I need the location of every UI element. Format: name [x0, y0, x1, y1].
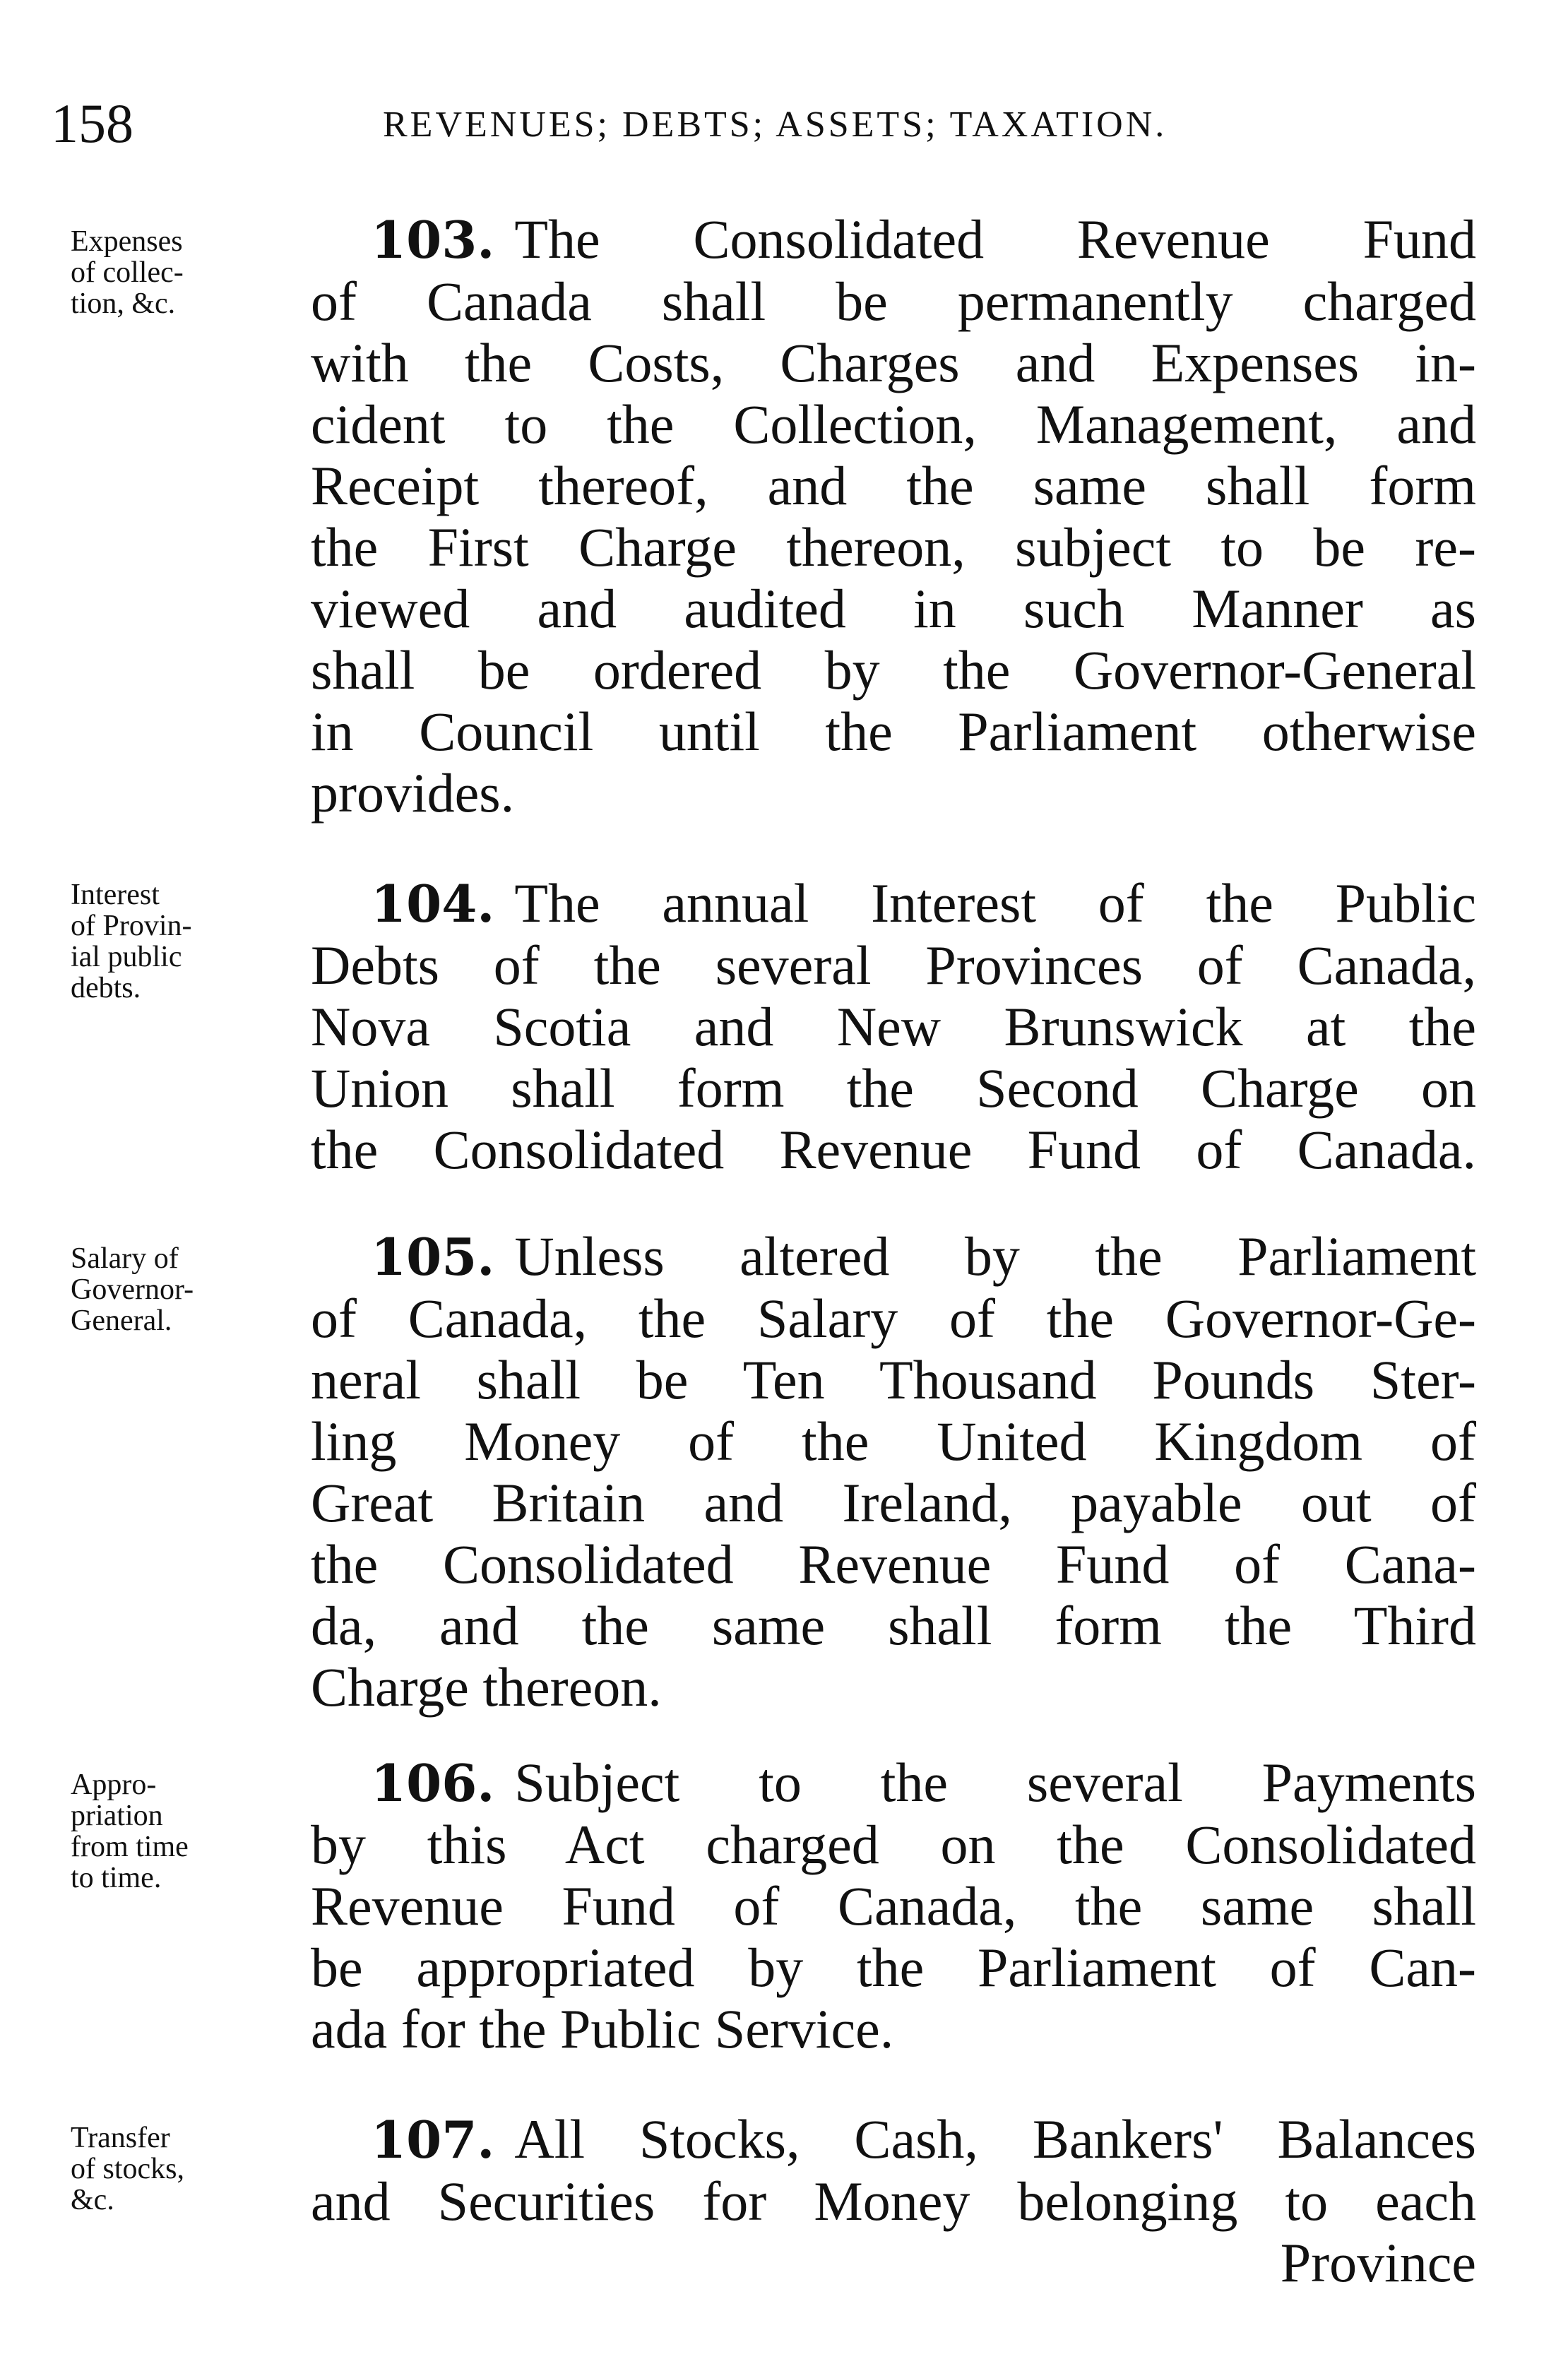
catchword: Province: [1280, 2232, 1476, 2293]
section-line: with the Costs, Charges and Expenses in-: [311, 332, 1476, 393]
section-line: neral shall be Ten Thousand Pounds Ster-: [311, 1349, 1476, 1410]
section-105: [311, 1225, 1476, 1718]
section-line-text: The annual Interest of the Public: [514, 872, 1476, 934]
margin-note-105: [71, 1243, 297, 1336]
section-number: 105.: [371, 1227, 495, 1287]
section-106: [311, 1752, 1476, 2060]
section-107: [311, 2108, 1476, 2293]
margin-note-line: from time: [71, 1831, 189, 1863]
section-number: 104.: [371, 874, 495, 934]
section-line-text: Subject to the several Payments: [514, 1752, 1476, 1813]
margin-note-106: [71, 1769, 297, 1894]
section-line: [311, 208, 1476, 271]
section-103: [311, 208, 1476, 824]
section-line: cident to the Collection, Management, and: [311, 393, 1476, 455]
margin-note-line: debts.: [71, 972, 141, 1004]
margin-note-line: Transfer: [71, 2122, 170, 2154]
page-number: 158: [51, 93, 133, 154]
section-line: and Securities for Money belonging to each: [311, 2170, 1476, 2232]
section-line: shall be ordered by the Governor-General: [311, 639, 1476, 701]
margin-note-line: &c.: [71, 2184, 114, 2216]
section-line: be appropriated by the Parliament of Can-: [311, 1937, 1476, 1998]
margin-note-line: Salary of: [71, 1242, 179, 1275]
section-line-text: Unless altered by the Parliament: [514, 1225, 1476, 1287]
margin-note-line: of Provin-: [71, 910, 192, 942]
section-number: 106.: [371, 1753, 495, 1813]
section-line-text: All Stocks, Cash, Bankers' Balances: [514, 2108, 1476, 2170]
section-line: Nova Scotia and New Brunswick at the: [311, 996, 1476, 1057]
section-line: Revenue Fund of Canada, the same shall: [311, 1875, 1476, 1937]
section-line: ling Money of the United Kingdom of: [311, 1410, 1476, 1472]
margin-note-line: Interest: [71, 879, 160, 911]
section-line: [311, 1225, 1476, 1288]
margin-note-line: of collec-: [71, 256, 184, 289]
section-line: the Consolidated Revenue Fund of Cana-: [311, 1533, 1476, 1595]
section-line: Debts of the several Provinces of Canada,: [311, 934, 1476, 996]
margin-note-line: Appro-: [71, 1769, 157, 1801]
section-line: [311, 872, 1476, 934]
section-line: da, and the same shall form the Third: [311, 1595, 1476, 1656]
margin-note-line: priation: [71, 1800, 163, 1832]
section-line: of Canada shall be permanently charged: [311, 271, 1476, 332]
margin-note-line: ial public: [71, 941, 182, 973]
margin-note-line: Expenses: [71, 225, 183, 258]
margin-note-line: to time.: [71, 1862, 162, 1894]
page-header: [51, 88, 1499, 166]
section-line: of Canada, the Salary of the Governor-Ge-: [311, 1288, 1476, 1349]
section-line: Great Britain and Ireland, payable out of: [311, 1472, 1476, 1533]
section-line: Union shall form the Second Charge on: [311, 1057, 1476, 1119]
section-line: viewed and audited in such Manner as: [311, 578, 1476, 639]
running-head: REVENUES; DEBTS; ASSETS; TAXATION.: [383, 105, 1168, 145]
section-line: the Consolidated Revenue Fund of Canada.: [311, 1119, 1476, 1180]
section-line-text: The Consolidated Revenue Fund: [514, 208, 1476, 270]
section-line: Receipt thereof, and the same shall form: [311, 455, 1476, 516]
margin-note-103: [71, 226, 297, 319]
margin-note-line: tion, &c.: [71, 287, 176, 320]
section-line: provides.: [311, 762, 515, 824]
margin-note-107: [71, 2122, 297, 2216]
section-104: [311, 872, 1476, 1180]
section-line: ada for the Public Service.: [311, 1998, 894, 2060]
section-line: [311, 1752, 1476, 1814]
section-line: [311, 2108, 1476, 2170]
margin-note-line: Governor-: [71, 1273, 194, 1306]
section-line: by this Act charged on the Consolidated: [311, 1814, 1476, 1875]
section-number: 103.: [371, 210, 495, 270]
section-line: the First Charge thereon, subject to be re-: [311, 516, 1476, 578]
section-number: 107.: [371, 2110, 495, 2170]
margin-note-line: of stocks,: [71, 2153, 184, 2185]
margin-note-line: General.: [71, 1305, 172, 1337]
section-line: in Council until the Parliament otherwise: [311, 701, 1476, 762]
margin-note-104: [71, 879, 297, 1004]
section-line: Charge thereon.: [311, 1656, 662, 1718]
